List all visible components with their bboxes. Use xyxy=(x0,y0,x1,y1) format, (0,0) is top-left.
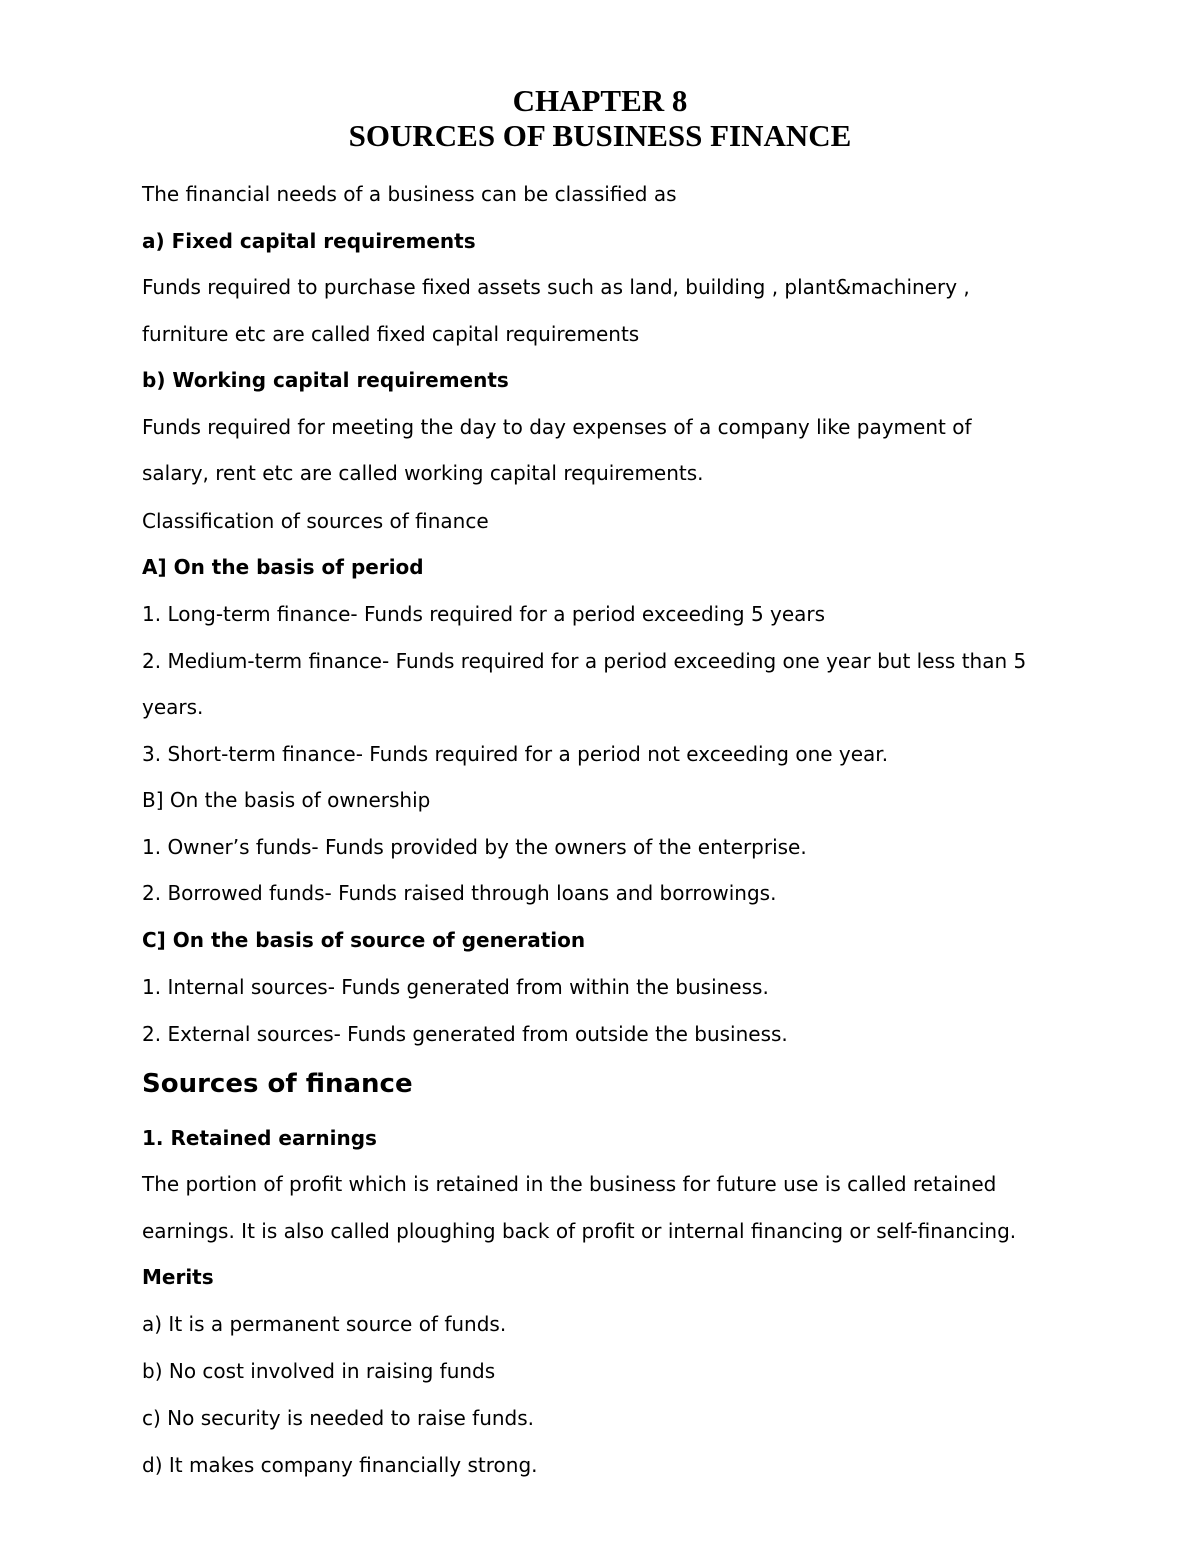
list-item: 1. Internal sources- Funds generated from within the business. xyxy=(142,975,769,999)
fixed-capital-line: Funds required to purchase fixed assets such as land, building , plant&machinery , xyxy=(142,275,970,299)
chapter-number: CHAPTER 8 xyxy=(512,83,688,118)
merit-item: b) No cost involved in raising funds xyxy=(142,1359,496,1383)
list-item: 2. Medium-term finance- Funds required for a period exceeding one year but less than 5 xyxy=(142,649,1027,673)
chapter-title: SOURCES OF BUSINESS FINANCE xyxy=(348,118,852,153)
list-item: 1. Owner’s funds- Funds provided by the owners of the enterprise. xyxy=(142,835,807,859)
working-capital-heading: b) Working capital requirements xyxy=(142,368,509,392)
classification-intro: Classification of sources of finance xyxy=(142,509,489,533)
retained-earnings-line: The portion of profit which is retained in the business for future use is called retained xyxy=(142,1172,997,1196)
basis-period-heading: A] On the basis of period xyxy=(142,555,424,579)
merit-item: a) It is a permanent source of funds. xyxy=(142,1312,507,1336)
working-capital-line: salary, rent etc are called working capital requirements. xyxy=(142,461,704,485)
fixed-capital-line: furniture etc are called fixed capital requirements xyxy=(142,322,640,346)
list-item: 2. External sources- Funds generated from outside the business. xyxy=(142,1022,788,1046)
merit-item: c) No security is needed to raise funds. xyxy=(142,1406,535,1430)
list-item: 2. Borrowed funds- Funds raised through loans and borrowings. xyxy=(142,881,777,905)
sources-heading: Sources of finance xyxy=(142,1069,413,1099)
merit-item: d) It makes company financially strong. xyxy=(142,1453,538,1477)
retained-earnings-line: earnings. It is also called ploughing back of profit or internal financing or self-financing. xyxy=(142,1219,1017,1243)
working-capital-line: Funds required for meeting the day to day expenses of a company like payment of xyxy=(142,415,972,439)
merits-heading: Merits xyxy=(142,1265,214,1289)
basis-ownership-heading: B] On the basis of ownership xyxy=(142,788,431,812)
intro-text: The financial needs of a business can be classified as xyxy=(142,182,677,206)
retained-earnings-heading: 1. Retained earnings xyxy=(142,1126,377,1150)
list-item: 3. Short-term finance- Funds required for a period not exceeding one year. xyxy=(142,742,889,766)
list-item: 1. Long-term finance- Funds required for a period exceeding 5 years xyxy=(142,602,826,626)
list-item: years. xyxy=(142,695,204,719)
fixed-capital-heading: a) Fixed capital requirements xyxy=(142,229,476,253)
basis-generation-heading: C] On the basis of source of generation xyxy=(142,928,586,952)
